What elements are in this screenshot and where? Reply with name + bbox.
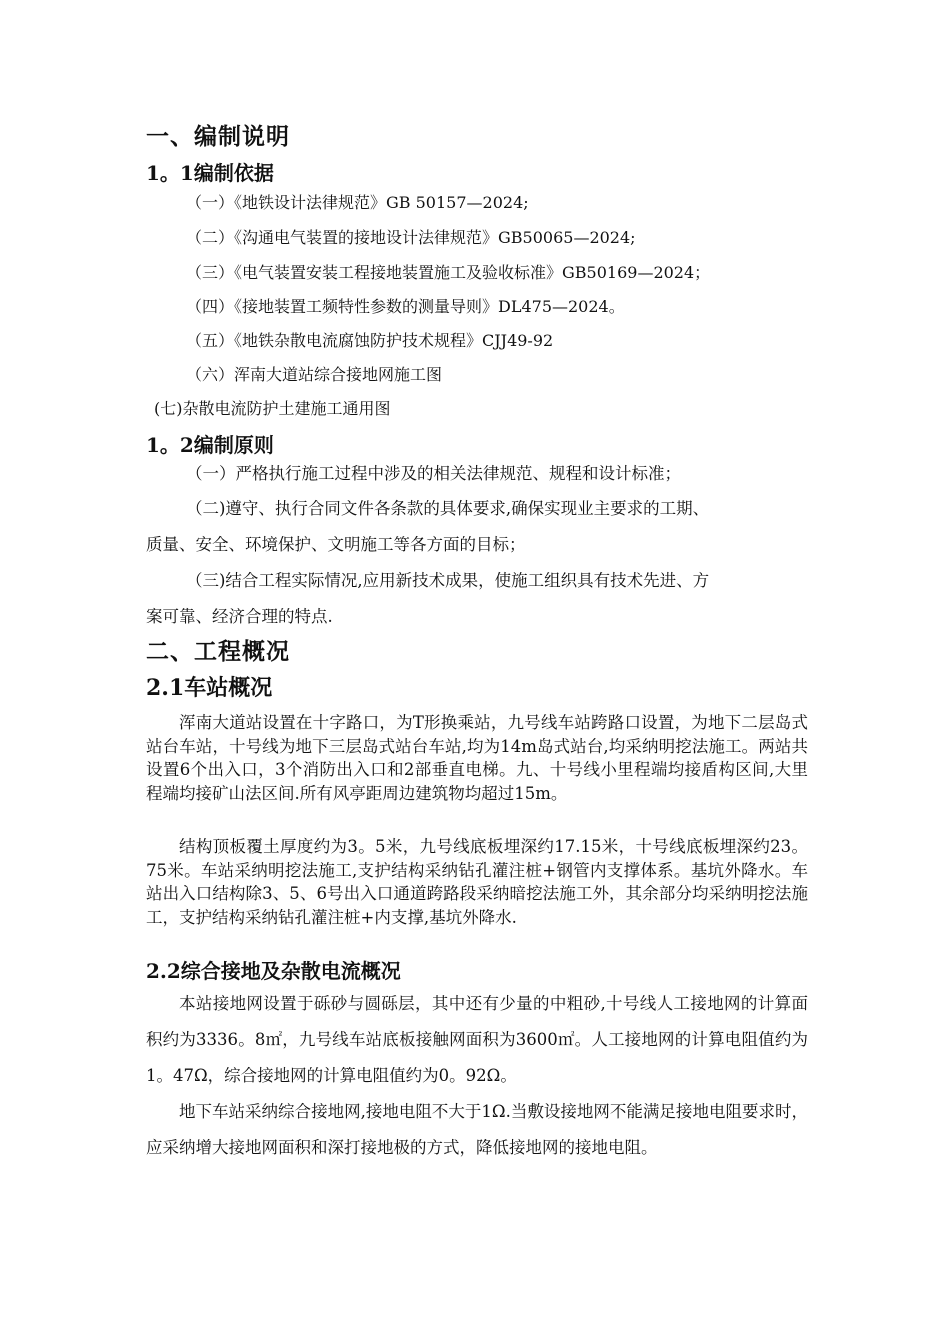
reference-item-7: (七)杂散电流防护土建施工通用图: [154, 399, 391, 418]
section-1-heading: 一、编制说明: [146, 123, 290, 150]
principle-item-2-line-1: （二)遵守、执行合同文件各条款的具体要求,确保实现业主要求的工期、: [186, 499, 710, 518]
principle-item-3-line-2: 案可靠、经济合理的特点.: [146, 607, 333, 626]
reference-item-4: （四）《接地装置工频特性参数的测量导则》DL475—2024。: [186, 297, 625, 316]
grounding-paragraph-2: 地下车站采纳综合接地网,接地电阻不大于1Ω.当敷设接地网不能满足接地电阻要求时，应采纳增大接地网面积和深打接地极的方式，降低接地网的接地电阻。: [146, 1102, 808, 1157]
reference-item-5: （五）《地铁杂散电流腐蚀防护技术规程》CJJ49-92: [186, 331, 554, 350]
section-2-1-heading: 2.1车站概况: [146, 675, 273, 701]
section-2-2-heading: 2.2综合接地及杂散电流概况: [146, 959, 401, 983]
section-2-heading: 二、工程概况: [146, 638, 290, 665]
section-1-2-heading: 1。2编制原则: [146, 433, 274, 457]
reference-item-1: （一）《地铁设计法律规范》GB 50157—2024;: [186, 193, 529, 212]
reference-item-3: （三）《电气装置安装工程接地装置施工及验收标准》GB50169—2024；: [186, 263, 711, 282]
station-overview-paragraph-1: 浑南大道站设置在十字路口，为T形换乘站，九号线车站跨路口设置，为地下二层岛式站台车站，十号线为地下三层岛式站台车站,均为14m岛式站台,均采纳明挖法施工。两站共设置6个出入口，3个消防出入口和2部垂直电梯。九、十号线小里程端均接盾构区间,大里程端均接矿山法区间.所有风亭距周边建筑物均超过15m。: [146, 713, 808, 803]
principle-item-3-line-1: （三)结合工程实际情况,应用新技术成果，使施工组织具有技术先进、方: [186, 571, 710, 590]
grounding-paragraph-1: 本站接地网设置于砾砂与圆砾层，其中还有少量的中粗砂,十号线人工接地网的计算面积约为3336。8㎡，九号线车站底板接触网面积为3600㎡。人工接地网的计算电阻值约为1。47Ω，综合接地网的计算电阻值约为0。92Ω。: [146, 994, 808, 1085]
station-overview-paragraph-2: 结构顶板覆土厚度约为3。5米，九号线底板埋深约17.15米，十号线底板埋深约23。75米。车站采纳明挖法施工,支护结构采纳钻孔灌注桩+钢管内支撑体系。基坑外降水。车站出入口结构除3、5、6号出入口通道跨路段采纳暗挖法施工外，其余部分均采纳明挖法施工，支护结构采纳钻孔灌注桩+内支撑,基坑外降水.: [146, 837, 808, 927]
reference-item-2: （二）《沟通电气装置的接地设计法律规范》GB50065—2024;: [186, 228, 636, 247]
principle-item-2-line-2: 质量、安全、环境保护、文明施工等各方面的目标；: [146, 535, 526, 554]
reference-item-6: （六）浑南大道站综合接地网施工图: [186, 365, 443, 384]
principle-item-1: （一）严格执行施工过程中涉及的相关法律规范、规程和设计标准；: [186, 464, 681, 483]
section-1-1-heading: 1。1编制依据: [146, 161, 274, 185]
